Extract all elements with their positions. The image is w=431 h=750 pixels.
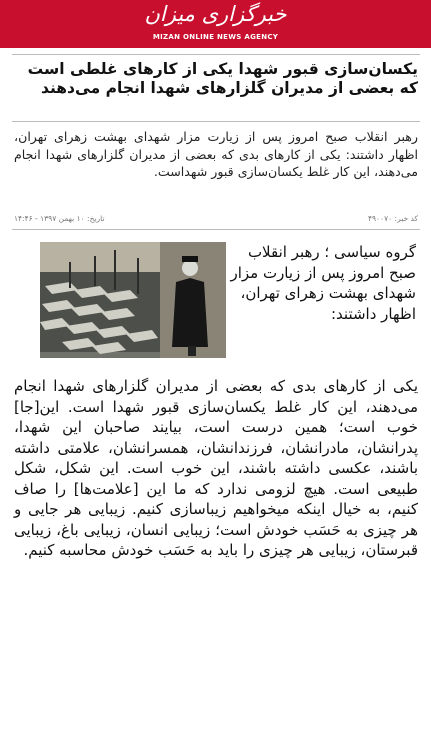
article-code: کد خبر: ۴۹۰۰۷۰ <box>367 214 418 223</box>
divider <box>12 121 420 122</box>
site-tagline: MIZAN ONLINE NEWS AGENCY <box>152 33 279 41</box>
article-meta <box>14 214 418 223</box>
article-photo <box>40 242 226 358</box>
site-logo[interactable]: خبرگزاری میزان <box>144 2 287 26</box>
divider <box>12 54 420 55</box>
cemetery-photo-icon <box>40 242 226 358</box>
article-body: یکی از کارهای بدی که بعضی از مدیران گلزارهای شهدا انجام می‌دهند، این کار غلط یکسان‌سازی قبور شهدا است. این[جا] خوب است؛ همین درست است، بیایند صاحبان این شهدا، پدرانشان، مادرانشان، فرزندانشان، همسرانشان، علامتی داشته باشند، عکسی داشته باشند، این خوب است. این شکل، شکل طبیعی است. هیچ لزومی ندارد که ما این [علامت‌ها] را صاف کنیم، به خیال اینکه میخواهیم زیباسازی کنیم. زیبایی هر جایی و هر چیزی به حَسَب خودش است؛ زیبایی انسان، زیبایی باغ، زیبایی قبرستان، زیبایی هر چیزی را باید به حَسَب خودش محاسبه کنیم. <box>14 377 418 559</box>
article-lead: رهبر انقلاب صبح امروز پس از زیارت مزار شهدای بهشت زهرای تهران، اظهار داشتند: یکی از کارهای بدی که بعضی از مدیران گلزارهای شهدا انجام می‌دهند، این کار غلط یکسان‌سازی قبور شهداست. <box>14 129 418 179</box>
article-body-intro: گروه سیاسی ؛ رهبر انقلاب صبح امروز پس از زیارت مزار شهدای بهشت زهرای تهران، اظهار داشتند: <box>230 243 416 323</box>
article-date: تاریخ: ۱۰ بهمن ۱۳۹۷ - ۱۴:۴۶ <box>14 214 105 223</box>
article-headline: یکسان‌سازی قبور شهدا یکی از کارهای غلطی است که بعضی از مدیران گلزارهای شهدا انجام می‌دهند <box>27 60 418 97</box>
divider <box>12 229 420 230</box>
masthead <box>0 0 431 48</box>
